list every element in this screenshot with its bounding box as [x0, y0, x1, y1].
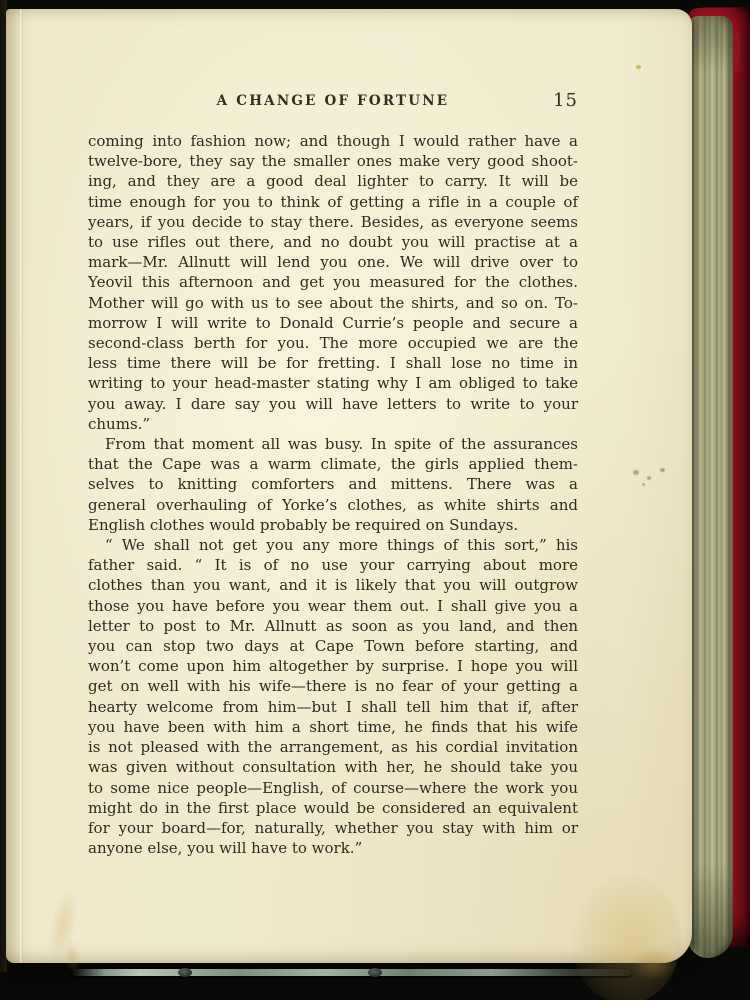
text-block [88, 131, 578, 858]
foxing-spot [633, 470, 639, 475]
running-header [88, 90, 578, 117]
text-line: writing to your head-master stating why I am obliged to take [88, 374, 578, 393]
text-line: that the Cape was a warm climate, the girls applied them- [88, 455, 578, 474]
foxing-stain [631, 947, 677, 981]
text-line: chums.” [88, 414, 151, 433]
page-edges-right [688, 16, 733, 958]
foxing-stain [42, 885, 84, 967]
text-line: letter to post to Mr. Allnutt as soon as you land, and then [88, 616, 578, 635]
text-line: hearty welcome from him—but I shall tell him that if, after [88, 697, 578, 716]
foxing-spot [647, 476, 651, 480]
text-line: twelve-bore, they say the smaller ones make very good shoot- [88, 152, 578, 171]
text-line: those you have before you wear them out. I shall give you a [88, 596, 578, 615]
text-line: is not pleased with the arrangement, as his cordial invitation [88, 738, 578, 757]
text-line: get on well with his wife—there is no fear of your getting a [88, 677, 578, 696]
text-line: coming into fashion now; and though I would rather have a [88, 132, 578, 150]
text-line: English clothes would probably be required on Sundays. [88, 515, 519, 534]
text-line: you have been with him a short time, he finds that his wife [88, 717, 578, 736]
text-line: mark—Mr. Allnutt will lend you one. We will drive over to [88, 253, 578, 272]
text-line: selves to knitting comforters and mittens. There was a [88, 475, 578, 494]
text-line: you can stop two days at Cape Town before starting, and [88, 637, 578, 656]
text-line: father said. “ It is of no use your carrying about more [88, 556, 578, 575]
text-line: “ We shall not get you any more things of this sort,” his [105, 536, 578, 555]
text-line: you away. I dare say you will have letters to write to your [88, 394, 578, 413]
foxing-stain [571, 874, 681, 1000]
text-line: time enough for you to think of getting a rifle in a couple of [88, 192, 578, 211]
text-line: ing, and they are a good deal lighter to carry. It will be [88, 172, 578, 191]
text-line: won’t come upon him altogether by surprise. I hope you will [88, 657, 578, 676]
page-fold-line [20, 9, 23, 963]
text-line: Yeovil this afternoon and get you measured for the clothes. [88, 273, 578, 292]
foxing-spot [636, 65, 641, 69]
text-line: anyone else, you will have to work.” [88, 839, 363, 858]
running-title: A CHANGE OF FORTUNE [216, 93, 450, 109]
text-line: second-class berth for you. The more occupied we are the [88, 334, 578, 353]
text-line: to some nice people—English, of course—where the work you [88, 778, 578, 797]
book-page [6, 9, 692, 963]
bottom-edge-bump [368, 968, 382, 977]
foxing-spot [642, 483, 645, 486]
text-line: might do in the first place would be considered an equivalent [88, 798, 578, 817]
bottom-page-edges [72, 969, 632, 976]
bottom-edge-bump [178, 968, 192, 977]
text-line: clothes than you want, and it is likely that you will outgrow [88, 576, 578, 595]
text-line: From that moment all was busy. In spite of the assurances [105, 435, 578, 454]
text-line: to use rifles out there, and no doubt you will practise at a [88, 233, 578, 252]
foxing-spot [660, 468, 665, 472]
page-number: 15 [553, 90, 578, 111]
text-line: for your board—for, naturally, whether you stay with him or [88, 818, 578, 837]
text-line: general overhauling of Yorke’s clothes, as white shirts and [88, 495, 578, 514]
text-line: morrow I will write to Donald Currie’s people and secure a [88, 313, 578, 332]
text-line: was given without consultation with her, he should take you [88, 758, 578, 777]
text-line: less time there will be for fretting. I shall lose no time in [88, 354, 578, 373]
text-line: years, if you decide to stay there. Besides, as everyone seems [88, 212, 578, 231]
text-line: Mother will go with us to see about the shirts, and so on. To- [88, 293, 578, 312]
